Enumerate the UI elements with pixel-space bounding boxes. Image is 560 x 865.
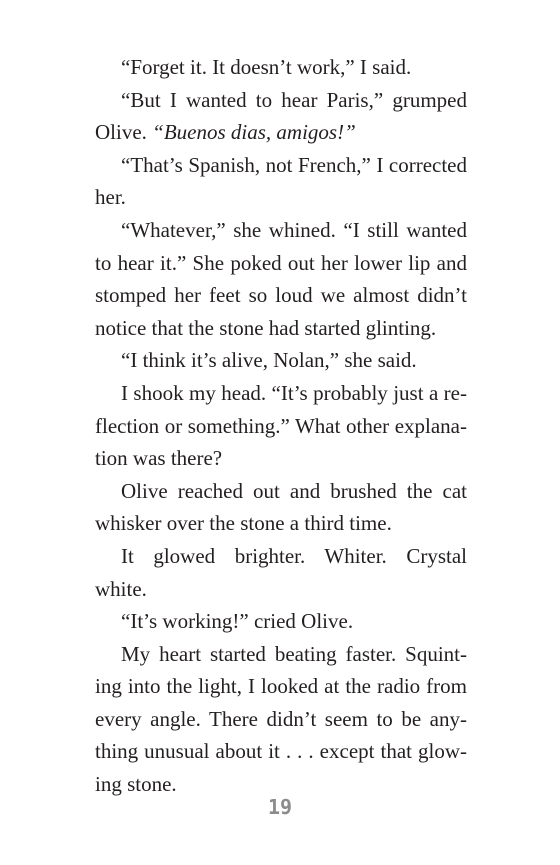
paragraph: “Whatever,” she whined. “I still wanted to hear it.” She poked out her lower lip and stomped her feet so loud we almost didn’t notice that the stone had started glinting.: [95, 217, 467, 340]
italic-phrase: “Buenos dias, amigos!”: [152, 120, 356, 145]
paragraph: Olive reached out and brushed the cat whisker over the stone a third time.: [95, 478, 467, 536]
page-number: 19: [267, 795, 293, 819]
paragraph: “That’s Spanish, not French,” I corrected her.: [95, 152, 467, 210]
paragraph: My heart started beating faster. Squint-ing into the light, I looked at the radio from every angle. There didn’t seem to be any-thing unusual about it . . . except that glow-ing stone.: [95, 641, 467, 797]
paragraph: It glowed brighter. Whiter. Crystal white.: [95, 543, 467, 601]
paragraph: “Forget it. It doesn’t work,” I said.: [121, 55, 412, 79]
paragraph: “I think it’s alive, Nolan,” she said.: [121, 348, 417, 373]
body-text: [95, 51, 467, 801]
paragraph: “It’s working!” cried Olive.: [121, 609, 354, 634]
paragraph: [95, 84, 467, 149]
paragraph: I shook my head. “It’s probably just a re-flection or something.” What other explana-tion was there?: [95, 380, 467, 471]
paragraph-text: “But I wanted to hear Paris,” grumped Olive.: [95, 87, 467, 145]
